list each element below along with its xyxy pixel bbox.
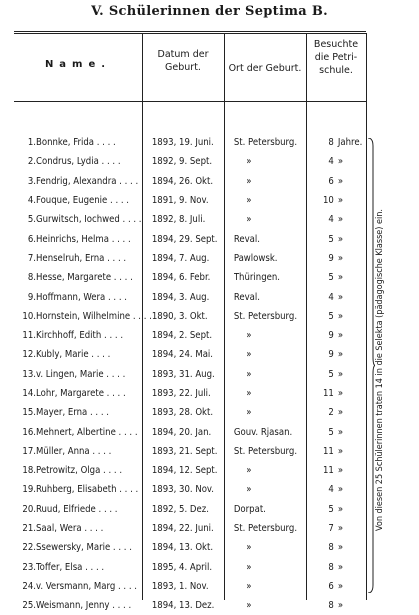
- birth-place: Reval.: [233, 233, 260, 245]
- birth-date: 1893, 21. Sept.: [151, 445, 218, 457]
- school-years: 11 »: [322, 445, 344, 457]
- school-years: 11 »: [322, 465, 344, 477]
- student-name: Ruud, Elfriede . . . .: [36, 503, 118, 515]
- ditto-mark: »: [337, 175, 344, 187]
- student-name: Bonnke, Frida . . . .: [36, 137, 116, 149]
- ditto-mark: »: [337, 291, 344, 303]
- birth-date: 1893, 30. Nov.: [151, 484, 214, 496]
- table-row: [14, 384, 368, 403]
- birth-date: 1893, 19. Juni.: [151, 137, 214, 149]
- student-name: Hornstein, Wilhelmine . . . .: [36, 310, 152, 322]
- ditto-mark: »: [337, 445, 344, 457]
- ditto-mark: »: [337, 330, 344, 342]
- table-row: [14, 152, 368, 171]
- row-number: 18.: [22, 465, 36, 477]
- table-top-rule: [14, 31, 366, 34]
- birth-date: 1894, 7. Aug.: [151, 252, 210, 264]
- ditto-mark: »: [337, 388, 344, 399]
- table-row: [14, 422, 368, 441]
- school-years: 6 »: [328, 580, 344, 592]
- ditto-mark: »: [337, 561, 344, 573]
- student-name: Lohr, Margarete . . . .: [36, 388, 126, 399]
- birth-date: 1892, 5. Dez.: [151, 503, 209, 515]
- row-number: 9.: [27, 291, 36, 303]
- row-number: 10.: [22, 310, 36, 322]
- table-row: [14, 461, 368, 480]
- student-name: Heinrichs, Helma . . . .: [36, 233, 131, 245]
- header-birth-place: Ort der Geburt.: [228, 63, 302, 74]
- student-name: v. Lingen, Marie . . . .: [36, 368, 126, 380]
- birth-date: 1893, 1. Nov.: [151, 580, 209, 592]
- student-name: Mayer, Erna . . . .: [36, 407, 109, 419]
- school-years: 5 »: [328, 503, 344, 515]
- birth-place: »: [246, 407, 252, 419]
- ditto-mark: »: [337, 349, 344, 361]
- birth-date: 1894, 13. Dez.: [151, 600, 215, 612]
- table-row: [14, 558, 368, 577]
- school-years: 10 »: [322, 195, 344, 207]
- row-number: 7.: [27, 252, 36, 264]
- table-row: [14, 268, 368, 287]
- birth-date: 1893, 22. Juli.: [151, 388, 211, 399]
- students-table: [14, 133, 368, 615]
- table-row: [14, 577, 368, 596]
- ditto-mark: »: [337, 580, 344, 592]
- table-row: [14, 249, 368, 268]
- student-name: Saal, Wera . . . .: [36, 523, 104, 535]
- birth-place: Thüringen.: [233, 272, 281, 284]
- birth-date: 1894, 12. Sept.: [151, 465, 218, 477]
- row-number: 19.: [22, 484, 36, 496]
- row-number: 11.: [22, 330, 36, 342]
- row-number: 5.: [27, 214, 36, 226]
- school-years: 9 »: [328, 252, 344, 264]
- student-name: v. Versmann, Marg . . . .: [36, 580, 137, 592]
- right-brace: [367, 138, 375, 593]
- student-name: Fouque, Eugenie . . . .: [36, 195, 130, 207]
- birth-place: Pawlowsk.: [233, 252, 278, 264]
- row-number: 16.: [22, 426, 36, 438]
- birth-place: St. Petersburg.: [233, 310, 298, 322]
- birth-place: »: [246, 542, 252, 554]
- student-name: Kirchhoff, Edith . . . .: [36, 330, 124, 342]
- school-years: 5 »: [328, 310, 344, 322]
- ditto-mark: »: [337, 368, 344, 380]
- ditto-mark: »: [337, 156, 344, 168]
- table-row: [14, 500, 368, 519]
- header-bottom-rule: [14, 101, 366, 102]
- student-name: Ssewersky, Marie . . . .: [36, 542, 132, 554]
- birth-place: »: [246, 330, 252, 342]
- school-years: 5 »: [328, 426, 344, 438]
- row-number: 1.: [27, 137, 36, 149]
- student-name: Mehnert, Albertine . . . .: [36, 426, 138, 438]
- table-row: [14, 172, 368, 191]
- birth-date: 1894, 6. Febr.: [151, 272, 211, 284]
- birth-place: »: [246, 561, 252, 573]
- school-years: 8 »: [328, 542, 344, 554]
- birth-place: »: [246, 349, 252, 361]
- unit-label: Jahre.: [337, 137, 363, 149]
- student-name: Toffer, Elsa . . . .: [36, 561, 105, 573]
- table-row: [14, 133, 368, 152]
- ditto-mark: »: [337, 484, 344, 496]
- student-name: Ruhberg, Elisabeth . . . .: [36, 484, 139, 496]
- school-years: 8 »: [328, 561, 344, 573]
- birth-date: 1895, 4. April.: [151, 561, 213, 573]
- ditto-mark: »: [337, 465, 344, 477]
- birth-date: 1892, 8. Juli.: [151, 214, 206, 226]
- row-number: 21.: [22, 523, 36, 535]
- table-row: [14, 403, 368, 422]
- student-name: Weismann, Jenny . . . .: [36, 600, 132, 612]
- school-years: 7 »: [328, 523, 344, 535]
- header-school-years: Besuchte die Petri-schule.: [313, 39, 359, 76]
- student-name: Condrus, Lydia . . . .: [36, 156, 121, 168]
- school-years: 4 »: [328, 214, 344, 226]
- page-title: V. Schülerinnen der Septima B.: [91, 4, 328, 19]
- birth-place: »: [246, 580, 252, 592]
- birth-date: 1892, 9. Sept.: [151, 156, 213, 168]
- row-number: 3.: [27, 175, 36, 187]
- row-number: 4.: [27, 195, 36, 207]
- side-note: Von diesen 25 Schülerinnen traten 14 in die Selekta (pädagogische Klasse) ein.: [375, 209, 385, 531]
- school-years: 2 »: [328, 407, 344, 419]
- birth-place: »: [246, 156, 252, 168]
- birth-date: 1894, 29. Sept.: [151, 233, 218, 245]
- table-row: [14, 365, 368, 384]
- birth-place: Dorpat.: [233, 503, 266, 515]
- row-number: 13.: [22, 368, 36, 380]
- student-name: Henselruh, Erna . . . .: [36, 252, 127, 264]
- birth-date: 1894, 13. Okt.: [151, 542, 214, 554]
- school-years: 8 »: [328, 600, 344, 612]
- school-years: 5 »: [328, 272, 344, 284]
- birth-date: 1894, 22. Juni.: [151, 523, 214, 535]
- ditto-mark: »: [337, 214, 344, 226]
- row-number: 6.: [27, 233, 36, 245]
- birth-date: 1894, 26. Okt.: [151, 175, 214, 187]
- row-number: 15.: [22, 407, 36, 419]
- birth-date: 1894, 24. Mai.: [151, 349, 214, 361]
- row-number: 2.: [27, 156, 36, 168]
- ditto-mark: »: [337, 426, 344, 438]
- birth-date: 1893, 28. Okt.: [151, 407, 214, 419]
- birth-place: Gouv. Rjasan.: [233, 426, 293, 438]
- row-number: 17.: [22, 445, 36, 457]
- ditto-mark: »: [337, 233, 344, 245]
- ditto-mark: »: [337, 310, 344, 322]
- table-row: [14, 538, 368, 557]
- school-years: 6 »: [328, 175, 344, 187]
- birth-date: 1893, 31. Aug.: [151, 368, 215, 380]
- student-name: Gurwitsch, Iochwed . . . .: [36, 214, 142, 226]
- ditto-mark: »: [337, 195, 344, 207]
- school-years: 8 Jahre.: [328, 137, 363, 149]
- ditto-mark: »: [337, 600, 344, 612]
- student-name: Kubly, Marie . . . .: [36, 349, 111, 361]
- birth-date: 1894, 20. Jan.: [151, 426, 212, 438]
- header-birth-date: Datum der Geburt.: [157, 49, 209, 73]
- birth-place: »: [246, 465, 252, 477]
- birth-place: Reval.: [233, 291, 260, 303]
- birth-place: »: [246, 195, 252, 207]
- row-number: 14.: [22, 388, 36, 399]
- school-years: 5 »: [328, 233, 344, 245]
- student-name: Müller, Anna . . . .: [36, 445, 112, 457]
- row-number: 20.: [22, 503, 36, 515]
- birth-place: St. Petersburg.: [233, 523, 298, 535]
- birth-place: »: [246, 484, 252, 496]
- row-number: 12.: [22, 349, 36, 361]
- ditto-mark: »: [337, 252, 344, 264]
- table-row: [14, 326, 368, 345]
- table-row: [14, 442, 368, 461]
- table-row: [14, 191, 368, 210]
- row-number: 23.: [22, 561, 36, 573]
- school-years: 9 »: [328, 330, 344, 342]
- row-number: 24.: [22, 580, 36, 592]
- row-number: 8.: [27, 272, 36, 284]
- birth-place: »: [246, 368, 252, 380]
- header-name: Name.: [44, 59, 112, 70]
- table-row: [14, 519, 368, 538]
- student-name: Hoffmann, Wera . . . .: [36, 291, 127, 303]
- student-name: Petrowitz, Olga . . . .: [36, 465, 123, 477]
- table-row: [14, 287, 368, 306]
- row-number: 25.: [22, 600, 36, 612]
- ditto-mark: »: [337, 272, 344, 284]
- school-years: 4 »: [328, 484, 344, 496]
- table-row: [14, 307, 368, 326]
- table-row: [14, 210, 368, 229]
- birth-date: 1894, 3. Aug.: [151, 291, 210, 303]
- school-years: 9 »: [328, 349, 344, 361]
- birth-date: 1890, 3. Okt.: [151, 310, 208, 322]
- table-row: [14, 596, 368, 615]
- ditto-mark: »: [337, 407, 344, 419]
- school-years: 5 »: [328, 368, 344, 380]
- ditto-mark: »: [337, 542, 344, 554]
- birth-date: 1894, 2. Sept.: [151, 330, 213, 342]
- student-name: Fendrig, Alexandra . . . .: [36, 175, 139, 187]
- birth-place: »: [246, 214, 252, 226]
- birth-place: »: [246, 388, 252, 399]
- ditto-mark: »: [337, 503, 344, 515]
- table-row: [14, 345, 368, 364]
- table-row: [14, 229, 368, 248]
- school-years: 4 »: [328, 291, 344, 303]
- birth-place: »: [246, 175, 252, 187]
- birth-place: »: [246, 600, 252, 612]
- birth-place: St. Petersburg.: [233, 445, 298, 457]
- birth-date: 1891, 9. Nov.: [151, 195, 209, 207]
- school-years: 4 »: [328, 156, 344, 168]
- table-row: [14, 480, 368, 499]
- birth-place: St. Petersburg.: [233, 137, 298, 149]
- student-name: Hesse, Margarete . . . .: [36, 272, 133, 284]
- school-years: 11 »: [322, 388, 344, 399]
- ditto-mark: »: [337, 523, 344, 535]
- row-number: 22.: [22, 542, 36, 554]
